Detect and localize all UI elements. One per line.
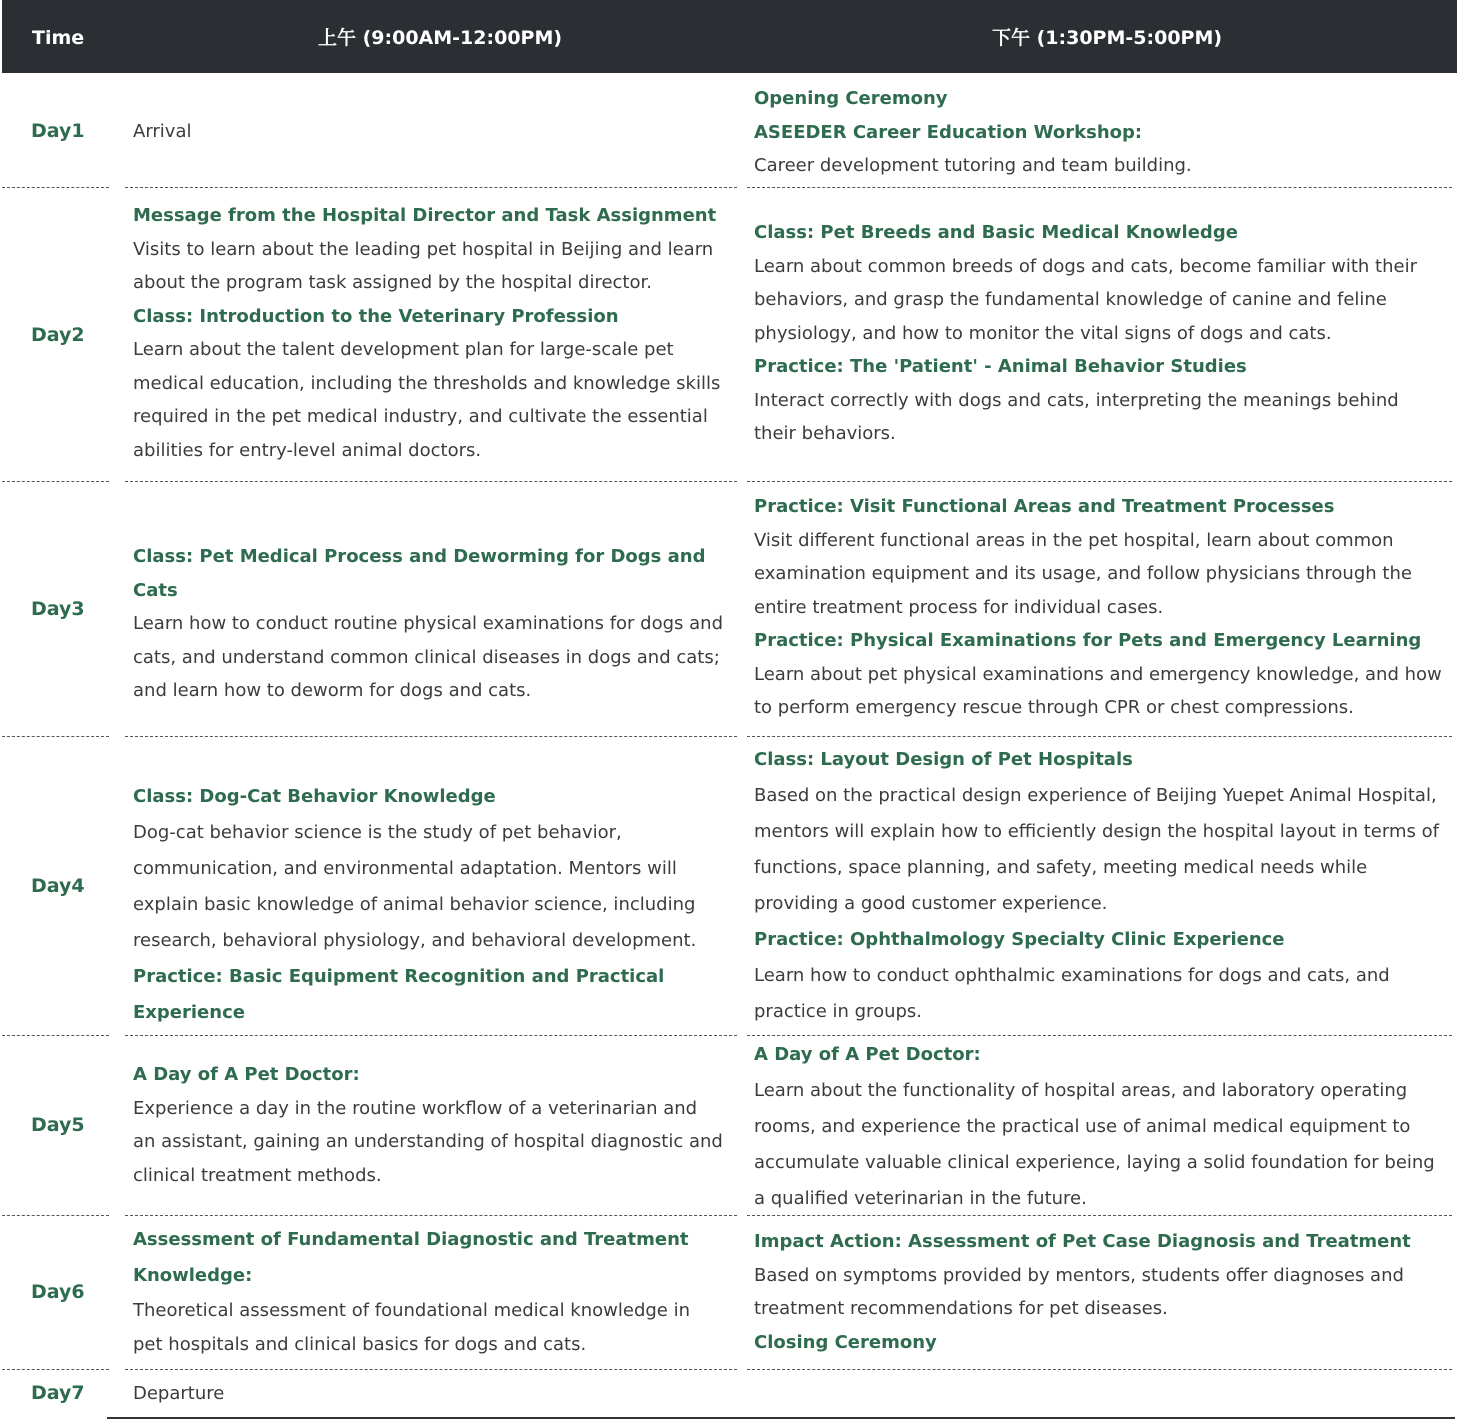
entry-title: Closing Ceremony	[754, 1331, 937, 1353]
entry-title: Class: Layout Design of Pet Hospitals	[754, 749, 1133, 770]
row-divider	[747, 1215, 1452, 1216]
row-divider	[125, 481, 737, 482]
row-divider	[747, 1035, 1452, 1036]
entry-title: Opening Ceremony	[754, 88, 948, 109]
row-divider	[2, 1369, 109, 1370]
day-label: Day6	[31, 1281, 85, 1303]
row-divider	[747, 1369, 1452, 1370]
entry-title: Message from the Hospital Director and Task Assignment	[133, 205, 717, 226]
entry-title: Practice: The 'Patient' - Animal Behavior Studies	[754, 356, 1247, 377]
afternoon-cell	[754, 490, 1444, 725]
entry-description: Visits to learn about the leading pet hospital in Beijing and learn about the program task assigned by the hospital director.	[133, 238, 714, 293]
entry-title: Class: Dog-Cat Behavior Knowledge	[133, 786, 496, 807]
row-divider	[2, 1035, 109, 1036]
header-afternoon: 下午 (1:30PM-5:00PM)	[992, 27, 1223, 49]
table-bottom-border	[107, 1417, 1455, 1419]
morning-cell	[133, 1377, 723, 1411]
entry-description: Learn how to conduct routine physical examinations for dogs and cats, and understand common clinical diseases in dogs and cats; and learn how to deworm for dogs and cats.	[133, 613, 724, 701]
day-label: Day2	[31, 324, 85, 346]
entry-description: Dog-cat behavior science is the study of pet behavior, communication, and environmental adaptation. Mentors will explain basic knowledge of animal behavior science, including research, behavioral physiology, and behavioral development.	[133, 822, 697, 951]
morning-cell	[133, 1058, 723, 1192]
entry-title: Class: Pet Medical Process and Deworming for Dogs and Cats	[133, 546, 706, 601]
row-divider	[2, 1215, 109, 1216]
entry-title: Class: Introduction to the Veterinary Profession	[133, 305, 619, 327]
entry-description: Learn how to conduct ophthalmic examinations for dogs and cats, and practice in groups.	[754, 965, 1390, 1022]
entry-description: Learn about the functionality of hospital areas, and laboratory operating rooms, and experience the practical use of animal medical equipment to accumulate valuable clinical experience, laying a solid foundation for being a qualified veterinarian in the future.	[754, 1080, 1435, 1209]
row-divider	[125, 187, 737, 188]
morning-cell	[133, 1222, 693, 1361]
morning-cell	[133, 199, 723, 467]
morning-cell	[133, 540, 723, 708]
entry-title: ASEEDER Career Education Workshop:	[754, 121, 1143, 143]
entry-title: A Day of A Pet Doctor:	[133, 1064, 360, 1085]
day-label: Day7	[31, 1382, 85, 1404]
morning-cell	[133, 115, 733, 149]
row-divider	[747, 736, 1452, 737]
entry-title: Practice: Basic Equipment Recognition and Practical Experience	[133, 966, 665, 1023]
row-divider	[125, 1035, 737, 1036]
entry-title: Practice: Physical Examinations for Pets and Emergency Learning	[754, 630, 1422, 651]
day-label: Day5	[31, 1114, 85, 1136]
entry-description: Learn about the talent development plan for large-scale pet medical education, including the thresholds and knowledge skills required in the pet medical industry, and cultivate the essential abilities for entry-level animal doctors.	[133, 339, 721, 461]
row-divider	[747, 187, 1452, 188]
row-divider	[125, 1369, 737, 1370]
entry-title: Practice: Ophthalmology Specialty Clinic Experience	[754, 929, 1285, 950]
row-divider	[2, 736, 109, 737]
table-header	[2, 0, 1457, 73]
header-morning: 上午 (9:00AM-12:00PM)	[318, 27, 563, 49]
entry-description: Departure	[133, 1383, 225, 1404]
entry-title: Practice: Visit Functional Areas and Treatment Processes	[754, 496, 1335, 517]
entry-description: Theoretical assessment of foundational medical knowledge in pet hospitals and clinical basics for dogs and cats.	[133, 1300, 690, 1355]
entry-description: Learn about common breeds of dogs and cats, become familiar with their behaviors, and grasp the fundamental knowledge of canine and feline physiology, and how to monitor the vital signs of dogs and cats.	[754, 255, 1417, 344]
day-label: Day1	[31, 120, 85, 142]
entry-description: Based on the practical design experience of Beijing Yuepet Animal Hospital, mentors will explain how to efficiently design the hospital layout in terms of functions, space planning, and safety, meeting medical needs while providing a good customer experience.	[754, 785, 1439, 914]
entry-description: Based on symptoms provided by mentors, students offer diagnoses and treatment recommendations for pet diseases.	[754, 1264, 1404, 1319]
day-label: Day3	[31, 598, 85, 620]
entry-description: Arrival	[133, 121, 192, 142]
afternoon-cell	[754, 82, 1449, 183]
morning-cell	[133, 779, 738, 1031]
entry-title: A Day of A Pet Doctor:	[754, 1044, 981, 1065]
entry-title: Impact Action: Assessment of Pet Case Diagnosis and Treatment	[754, 1231, 1411, 1252]
entry-description: Visit different functional areas in the pet hospital, learn about common examination equipment and its usage, and follow physicians through the entire treatment process for individual cases.	[754, 529, 1412, 618]
day-label: Day4	[31, 875, 85, 897]
header-time: Time	[32, 27, 85, 49]
afternoon-cell	[754, 216, 1444, 451]
entry-title: Class: Pet Breeds and Basic Medical Knowledge	[754, 222, 1238, 243]
afternoon-cell	[754, 1225, 1444, 1359]
row-divider	[2, 481, 109, 482]
row-divider	[125, 1215, 737, 1216]
entry-description: Experience a day in the routine workflow of a veterinarian and an assistant, gaining an understanding of hospital diagnostic and clinical treatment methods.	[133, 1097, 723, 1186]
row-divider	[2, 187, 109, 188]
entry-title: Assessment of Fundamental Diagnostic and Treatment Knowledge:	[133, 1229, 689, 1286]
row-divider	[125, 736, 737, 737]
entry-description: Career development tutoring and team building.	[754, 155, 1192, 176]
afternoon-cell	[754, 1037, 1444, 1217]
afternoon-cell	[754, 742, 1449, 1030]
entry-description: Learn about pet physical examinations and emergency knowledge, and how to perform emergency rescue through CPR or chest compressions.	[754, 663, 1442, 718]
entry-description: Interact correctly with dogs and cats, interpreting the meanings behind their behaviors.	[754, 389, 1399, 444]
row-divider	[747, 481, 1452, 482]
